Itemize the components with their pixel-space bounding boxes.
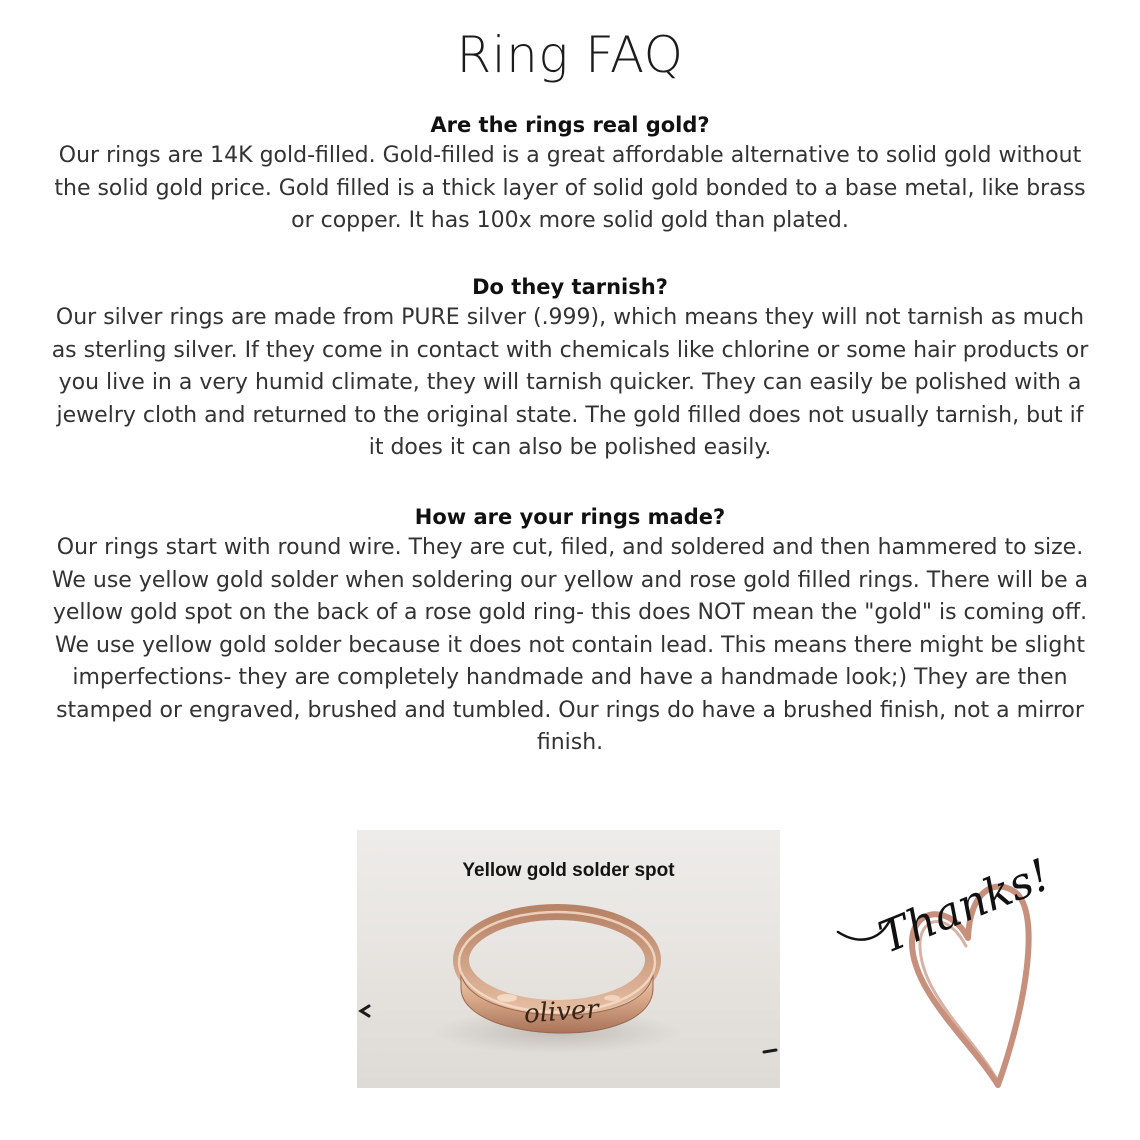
faq-item [22,272,1118,465]
faq-answer-line: it does it can also be polished easily. [368,435,772,460]
faq-answer-line: you live in a very humid climate, they will tarnish quicker. They can easily be polished with a [58,370,1082,395]
ring-engraving: oliver [523,994,600,1030]
faq-answer-line: We use yellow gold solder because it does not contain lead. This means there might be slight [55,632,1085,658]
faq-answer-line: as sterling silver. If they come in contact with chemicals like chlorine or some hair products or [51,337,1089,363]
faq-answer-line: We use yellow gold solder when soldering our yellow and rose gold filled rings. There will be a [51,567,1089,593]
faq-answer-line: imperfections- they are completely handmade and have a handmade look;) They are then [72,665,1068,690]
ring-photo [357,830,780,1088]
thanks-signoff [820,800,1120,1100]
faq-answer-line: jewelry cloth and returned to the original state. The gold filled does not usually tarnish, but if [56,402,1084,428]
faq-answer-line: the solid gold price. Gold filled is a thick layer of solid gold bonded to a base metal, like brass [54,175,1086,201]
faq-question: How are your rings made? [414,505,726,529]
faq-answer [22,140,1118,238]
faq-answer [22,532,1118,760]
thanks-text: Thanks! [871,849,1058,964]
faq-answer-line: Our rings start with round wire. They are cut, filed, and soldered and then hammered to size. [56,535,1084,560]
faq-item [22,110,1118,238]
photo-caption: Yellow gold solder spot [462,860,675,881]
faq-answer-line: Our rings are 14K gold-filled. Gold-filled is a great affordable alternative to solid gold without [58,143,1082,168]
ring-sparkle [604,995,620,1001]
thanks-illustration [820,800,1120,1100]
faq-question: Are the rings real gold? [430,113,710,137]
ring-sparkle [497,994,517,1002]
faq-answer-line: stamped or engraved, brushed and tumbled. Our rings do have a brushed finish, not a mirror [56,697,1084,723]
faq-answer-line: finish. [536,730,604,755]
faq-answer [22,302,1118,465]
background-mark [361,1006,369,1016]
page-title: Ring FAQ [456,26,684,84]
faq-answer-line: Our silver rings are made from PURE silver (.999), which means they will not tarnish as much [55,305,1085,330]
faq-answer-line: yellow gold spot on the back of a rose gold ring- this does NOT mean the "gold" is coming off. [52,600,1088,625]
faq-item [22,502,1118,760]
faq-answer-line: or copper. It has 100x more solid gold than plated. [291,208,849,233]
faq-question: Do they tarnish? [472,275,668,299]
background-mark [764,1050,776,1052]
